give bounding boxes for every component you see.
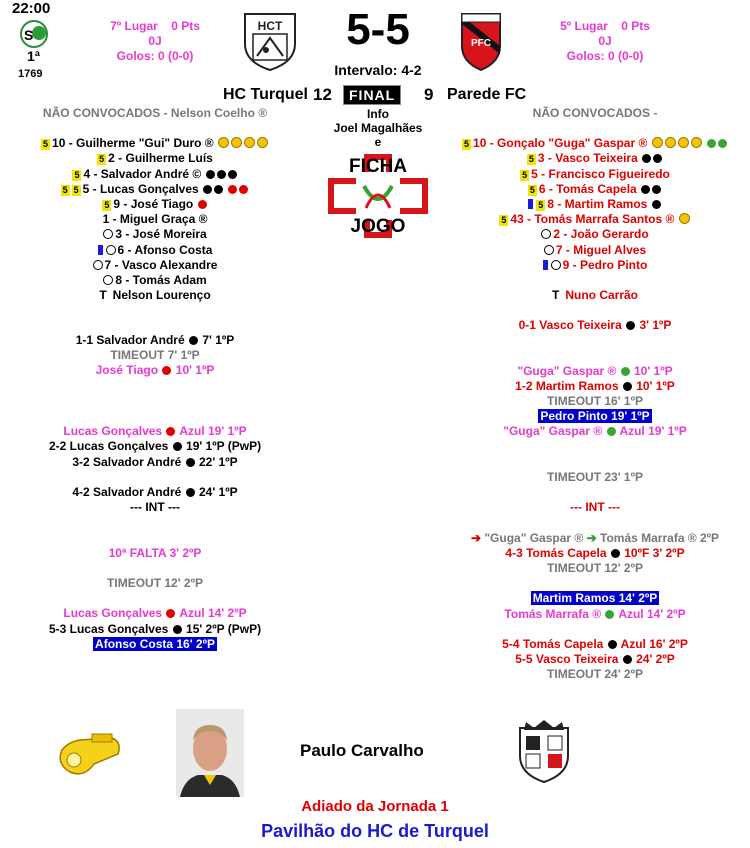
away-events [440, 318, 750, 683]
away-standing [545, 19, 665, 64]
venue-name[interactable]: Pavilhão do HC de Turquel [261, 821, 489, 841]
event-interval: --- INT --- [570, 500, 620, 515]
event-card: Lucas Gonçalves Azul 19' 1ºP [63, 424, 247, 439]
info-block [320, 107, 436, 149]
event-card: "Guga" Gaspar ® Azul 19' 1ºP [503, 424, 687, 439]
home-roster [0, 106, 310, 303]
spacer [440, 515, 750, 530]
event-goal: 4-2 Salvador André 24' 1ºP [72, 484, 238, 499]
referee-photo [176, 709, 244, 797]
away-player[interactable]: 9 - Pedro Pinto [440, 258, 750, 273]
status-badge: FINAL [344, 86, 400, 106]
event-goal: 2-2 Lucas Gonçalves 19' 1ºP (PwP) [48, 439, 262, 454]
away-player[interactable]: 7 - Miguel Alves [440, 243, 750, 258]
away-team-name[interactable]: Parede FC [447, 86, 527, 103]
away-player[interactable]: 5 43 - Tomás Marrafa Santos ® [440, 212, 750, 227]
home-player[interactable]: 6 - Afonso Costa [0, 243, 310, 258]
spacer [0, 470, 310, 485]
home-player[interactable]: 5 9 - José Tiago [0, 197, 310, 212]
spacer [0, 530, 310, 545]
event-goal: 0-1 Vasco Teixeira 3' 1ºP [518, 318, 672, 332]
away-player[interactable]: 2 - João Gerardo [440, 227, 750, 242]
spacer [440, 485, 750, 500]
event-timeout: TIMEOUT 23' 1ºP [547, 469, 643, 484]
event-card: José Tiago 10' 1ºP [95, 363, 215, 378]
event-interval: --- INT --- [130, 500, 180, 515]
away-position: 5º Lugar [560, 19, 608, 33]
postponed-note: Adiado da Jornada 1 [301, 798, 449, 815]
svg-text:S: S [24, 27, 34, 43]
away-goal-count: 9 [424, 85, 434, 104]
event-foul: 10ª FALTA 3' 2ºP [108, 545, 202, 560]
away-player[interactable]: 5 8 - Martim Ramos [440, 197, 750, 212]
event-goal: 1-2 Martim Ramos 10' 1ºP [515, 378, 675, 393]
event-timeout: TIMEOUT 16' 1ºP [547, 393, 643, 408]
away-games: 0J [598, 34, 612, 48]
event-goal: 1-1 Salvador André 7' 1ºP [75, 333, 235, 347]
event-exclusion: Pedro Pinto 19' 1ºP [540, 409, 650, 424]
event-card: Tomás Marrafa ® Azul 14' 2ºP [504, 606, 686, 621]
home-player[interactable]: 5 2 - Guilherme Luís [99, 151, 213, 166]
away-points: 0 Pts [621, 19, 650, 33]
home-player[interactable]: 3 - José Moreira [0, 227, 310, 242]
home-events [0, 333, 310, 652]
event-goal: 3-2 Salvador André 22' 1ºP [72, 454, 238, 469]
svg-text:PFC: PFC [471, 38, 491, 49]
event-substitution: ➔ "Guga" Gaspar ® ➔ Tomás Marrafa ® 2ºP [470, 530, 720, 545]
event-timeout: TIMEOUT 24' 2ºP [547, 667, 643, 682]
referee-name: Paulo Carvalho [300, 741, 424, 760]
spacer [440, 348, 750, 363]
event-goal: 5-4 Tomás Capela Azul 16' 2ºP [502, 636, 688, 651]
home-player[interactable]: 7 - Vasco Alexandre [0, 258, 310, 273]
spacer [0, 515, 310, 530]
home-games: 0J [148, 34, 162, 48]
event-exclusion: Martim Ramos 14' 2ºP [532, 591, 658, 606]
final-score: 5-5 [346, 5, 410, 54]
halftime-score: Intervalo: 4-2 [334, 62, 422, 78]
home-position: 7º Lugar [110, 19, 158, 33]
away-player[interactable]: 5 3 - Vasco Teixeira [440, 151, 750, 166]
info-connector: e [374, 135, 382, 149]
event-timeout: TIMEOUT 12' 2ºP [547, 561, 643, 575]
home-coach[interactable]: T Nelson Lourenço [99, 288, 211, 303]
event-goal: 5-3 Lucas Gonçalves 15' 2ºP (PwP) [48, 621, 262, 636]
home-not-called: NÃO CONVOCADOS - Nelson Coelho ® [42, 106, 268, 120]
home-player[interactable]: 5 5 5 - Lucas Gonçalves [0, 182, 310, 197]
round-label: 1ª [27, 48, 40, 64]
event-exclusion: Afonso Costa 16' 2ºP [95, 636, 215, 651]
away-coach[interactable]: T Nuno Carrão [551, 287, 639, 302]
home-points: 0 Pts [171, 19, 200, 33]
event-timeout: TIMEOUT 12' 2ºP [107, 576, 203, 590]
away-player[interactable]: 5 5 - Francisco Figueiredo [522, 166, 670, 181]
event-card: "Guga" Gaspar ® 10' 1ºP [517, 363, 673, 378]
jogo-label: JOGO [350, 216, 406, 237]
info-author: Joel Magalhães [333, 121, 423, 135]
spacer [0, 409, 310, 424]
coach-icon: T [99, 288, 107, 303]
whistle-icon [52, 720, 124, 778]
home-player[interactable]: 8 - Tomás Adam [0, 273, 310, 288]
spacer [440, 576, 750, 591]
event-timeout: TIMEOUT 7' 1ºP [110, 348, 200, 363]
ficha-label: FICHA [348, 156, 408, 177]
spacer [440, 333, 750, 348]
away-player[interactable]: 5 10 - Gonçalo "Guga" Gaspar ® [440, 136, 750, 151]
ficha-jogo-logo[interactable] [326, 152, 430, 240]
away-goals: Golos: 0 (0-0) [566, 49, 644, 63]
spacer [0, 591, 310, 606]
spacer [440, 622, 750, 637]
home-goal-count: 12 [313, 85, 332, 104]
spacer [440, 455, 750, 470]
home-player[interactable]: 5 10 - Guilherme "Gui" Duro ® [0, 136, 310, 151]
svg-text:HCT: HCT [257, 19, 283, 33]
away-not-called: NÃO CONVOCADOS - [532, 106, 658, 120]
event-goal: 4-3 Tomás Capela 10ºF 3' 2ºP [505, 545, 685, 560]
spacer [0, 561, 310, 576]
event-goal: 5-5 Vasco Teixeira 24' 2ºP [515, 652, 675, 667]
away-player[interactable]: 5 6 - Tomás Capela [440, 182, 750, 197]
event-card: Lucas Gonçalves Azul 14' 2ºP [63, 606, 247, 621]
home-team-name[interactable]: HC Turquel [222, 86, 308, 103]
away-team-logo[interactable] [459, 10, 503, 72]
spacer [0, 394, 310, 409]
venue-crest-icon [516, 718, 572, 784]
home-standing [95, 19, 215, 64]
home-goals: Golos: 0 (0-0) [116, 49, 194, 63]
spacer [440, 440, 750, 455]
home-player[interactable]: 1 - Miguel Graça ® [102, 212, 208, 227]
info-label: Info [367, 107, 389, 121]
game-number: 1769 [18, 68, 43, 80]
match-time: 22:00 [12, 0, 51, 17]
away-roster [440, 106, 750, 303]
coach-icon: T [551, 287, 560, 302]
home-player[interactable]: 5 4 - Salvador André © [0, 167, 310, 182]
league-badge-icon [20, 20, 48, 48]
spacer [0, 379, 310, 394]
home-team-logo[interactable] [241, 10, 299, 72]
